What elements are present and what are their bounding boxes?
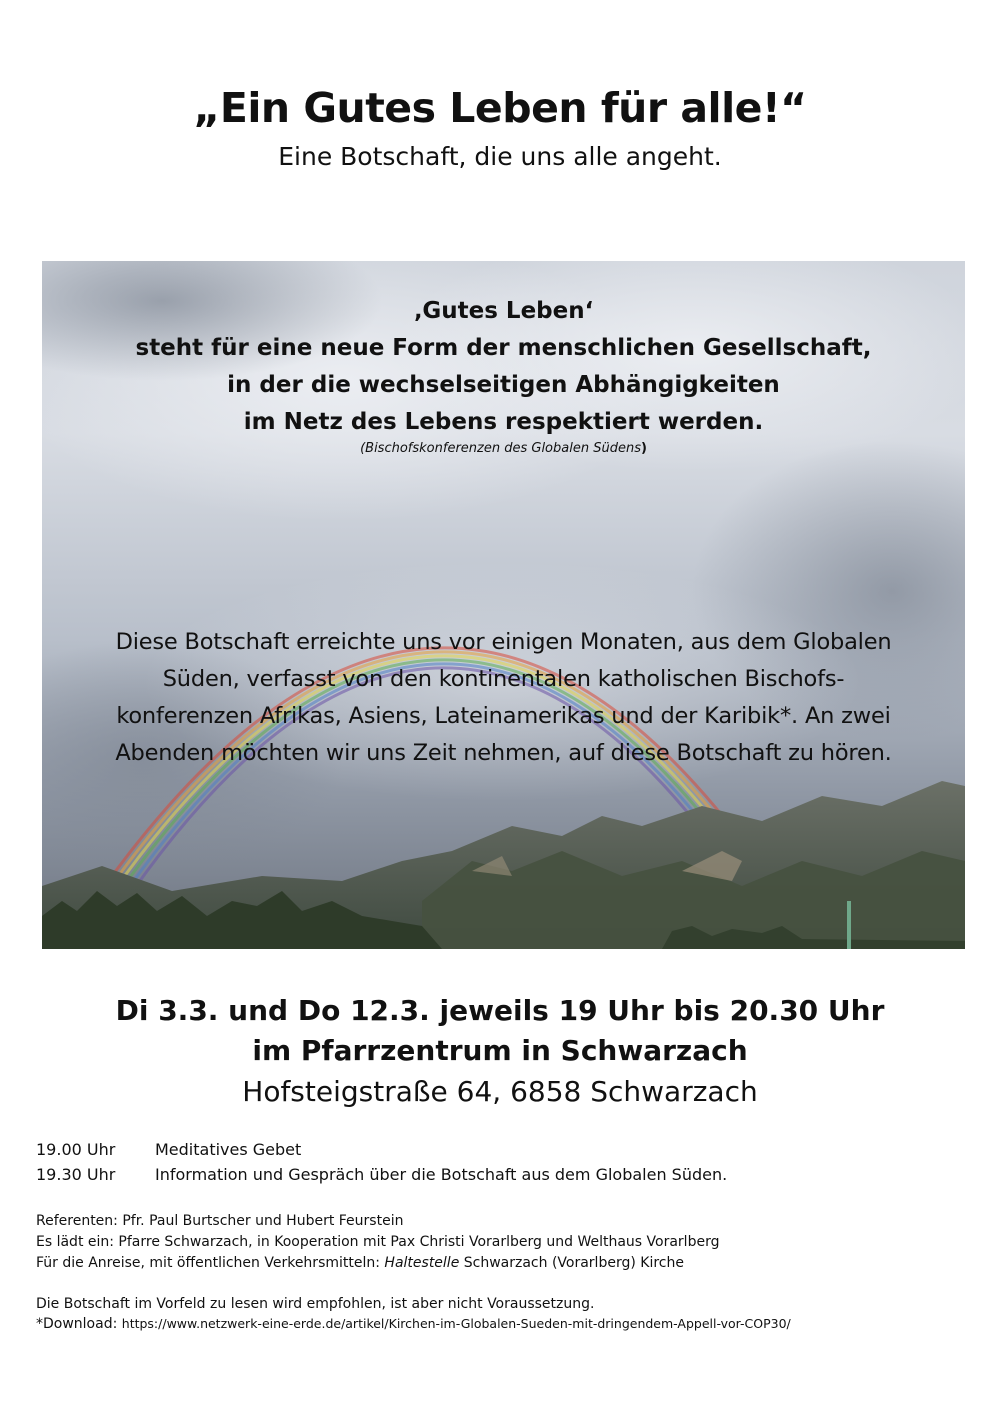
page-subtitle: Eine Botschaft, die uns alle angeht.: [278, 142, 722, 171]
quote-source-text: Bischofskonferenzen des Globalen Südens: [365, 441, 641, 456]
intro-line: konferenzen Afrikas, Asiens, Lateinamerikas und der Karibik*. An zwei: [116, 703, 891, 729]
quote-line: ‚Gutes Leben‘: [413, 298, 594, 324]
quote-block: [42, 293, 965, 441]
quote-line: steht für eine neue Form der menschlichen Gesellschaft,: [135, 335, 872, 361]
schedule-time: 19.00 Uhr: [36, 1140, 116, 1159]
travel-stop-label: Haltestelle: [384, 1255, 460, 1271]
event-place: im Pfarrzentrum in Schwarzach: [252, 1034, 748, 1067]
schedule-item: Meditatives Gebet: [155, 1140, 302, 1159]
speakers-line: Referenten: Pfr. Paul Burtscher und Hubert Feurstein: [36, 1213, 404, 1229]
travel-line: [36, 1255, 684, 1271]
quote-source-close: ): [640, 441, 647, 456]
schedule-item: Information und Gespräch über die Botschaft aus dem Globalen Süden.: [155, 1165, 728, 1184]
schedule-time: 19.30 Uhr: [36, 1165, 116, 1184]
download-label: *Download:: [36, 1316, 122, 1332]
intro-line: Abenden möchten wir uns Zeit nehmen, auf diese Botschaft zu hören.: [115, 740, 892, 766]
travel-suffix: Schwarzach (Vorarlberg) Kirche: [459, 1255, 684, 1271]
hosts-line: Es lädt ein: Pfarre Schwarzach, in Kooperation mit Pax Christi Vorarlberg und Welthaus Vorarlberg: [36, 1234, 720, 1250]
quote-line: im Netz des Lebens respektiert werden.: [243, 409, 764, 435]
travel-prefix: Für die Anreise, mit öffentlichen Verkehrsmitteln:: [36, 1255, 385, 1271]
download-link[interactable]: https://www.netzwerk-eine-erde.de/artikel/Kirchen-im-Globalen-Sueden-mit-dringendem-Appell-vor-COP30/: [121, 1316, 791, 1331]
page-title: „Ein Gutes Leben für alle!“: [193, 84, 807, 132]
download-line: [36, 1316, 791, 1332]
intro-line: Süden, verfasst von den kontinentalen katholischen Bischofs-: [162, 666, 845, 692]
quote-source: [42, 441, 965, 456]
event-dates: Di 3.3. und Do 12.3. jeweils 19 Uhr bis 20.30 Uhr: [115, 994, 885, 1027]
note-line: Die Botschaft im Vorfeld zu lesen wird empfohlen, ist aber nicht Voraussetzung.: [36, 1296, 595, 1312]
quote-line: in der die wechselseitigen Abhängigkeiten: [227, 372, 780, 398]
intro-text: [42, 624, 965, 772]
intro-line: Diese Botschaft erreichte uns vor einigen Monaten, aus dem Globalen: [115, 629, 892, 655]
event-address: Hofsteigstraße 64, 6858 Schwarzach: [242, 1075, 758, 1108]
quote-source-open: (: [360, 441, 366, 456]
